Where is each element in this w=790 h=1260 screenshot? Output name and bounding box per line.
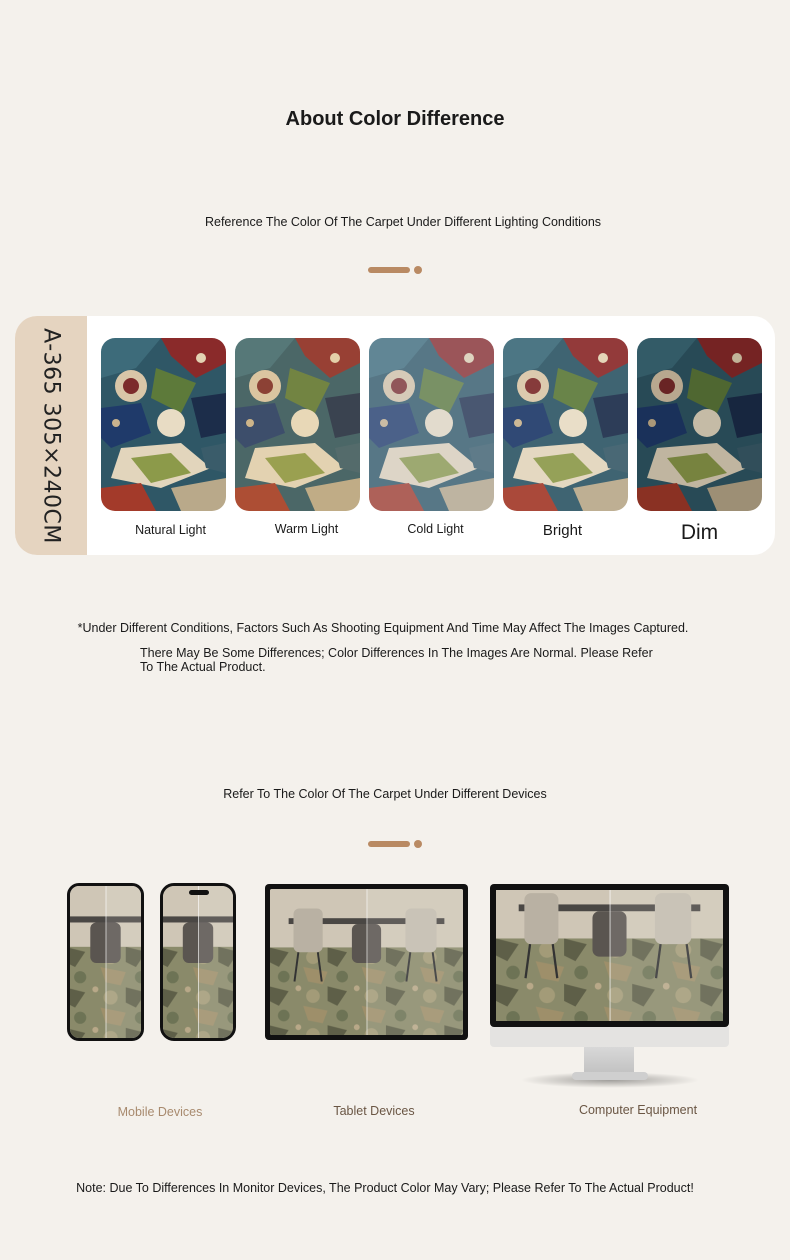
lighting-subtitle: Reference The Color Of The Carpet Under Different Lighting Conditions <box>204 215 602 229</box>
devices-subtitle: Refer To The Color Of The Carpet Under Different Devices <box>223 787 547 801</box>
swatch-label-bright: Bright <box>542 522 583 539</box>
lighting-panel <box>15 316 775 555</box>
tablet-device <box>265 884 468 1040</box>
page-title: About Color Difference <box>285 108 505 130</box>
swatch-label-dim: Dim <box>680 521 719 544</box>
swatch-label-cold-light: Cold Light <box>407 522 464 536</box>
section-divider <box>368 266 424 274</box>
section-divider-2 <box>368 840 424 848</box>
monitor-note: Note: Due To Differences In Monitor Devices, The Product Color May Vary; Please Refer To The Actual Product! <box>76 1181 694 1195</box>
swatch-warm-light <box>235 338 360 511</box>
tablet-devices-label: Tablet Devices <box>333 1104 415 1118</box>
swatch-dim <box>637 338 762 511</box>
computer-monitor-base <box>572 1072 648 1080</box>
model-label: A-365 305×240CM <box>38 328 64 544</box>
model-tab <box>15 316 87 555</box>
disclaimer-line-1: *Under Different Conditions, Factors Such As Shooting Equipment And Time May Affect The Images Captured. <box>77 621 689 635</box>
disclaimer-line-2: There May Be Some Differences; Color Differences In The Images Are Normal. Please Refer To The Actual Product. <box>140 646 653 674</box>
swatch-natural-light <box>101 338 226 511</box>
computer-monitor-bezel <box>490 1027 729 1047</box>
mobile-device-2 <box>160 883 236 1041</box>
phone-notch <box>189 890 209 895</box>
swatch-label-warm-light: Warm Light <box>274 522 339 536</box>
mobile-devices-label: Mobile Devices <box>117 1105 203 1119</box>
computer-equipment-label: Computer Equipment <box>578 1103 698 1117</box>
mobile-device-1 <box>67 883 144 1041</box>
swatch-bright <box>503 338 628 511</box>
swatch-label-natural-light: Natural Light <box>135 523 206 537</box>
swatch-cold-light <box>369 338 494 511</box>
computer-monitor-screen <box>490 884 729 1027</box>
